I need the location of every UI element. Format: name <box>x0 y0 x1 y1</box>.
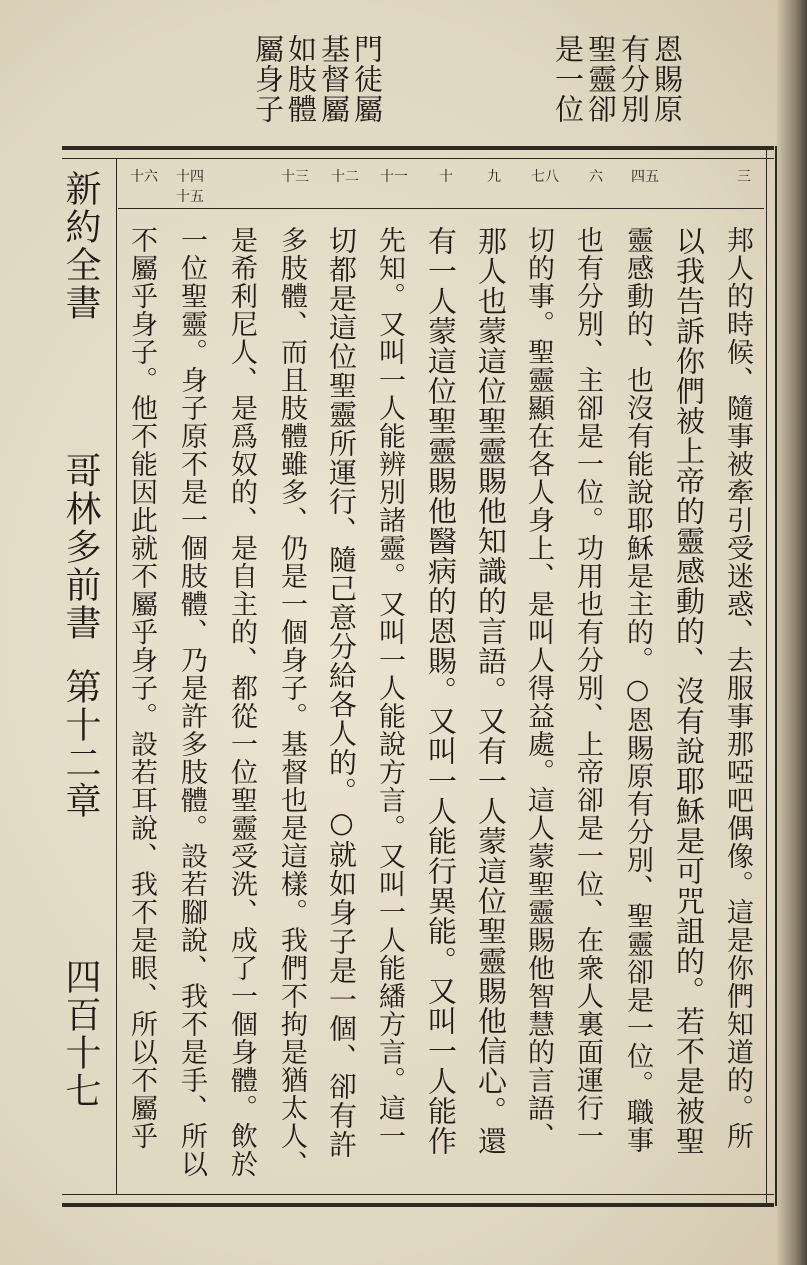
text-column: 先知。又叫一人能辨別諸靈。又叫一人能說方言。又叫一人能繙方言。這一 <box>374 226 405 1150</box>
text-column: 也有分別、主卻是一位。功用也有分別、上帝卻是一位、在衆人裏面運行一 <box>572 226 603 1150</box>
book-title: 新約全書 <box>60 170 101 322</box>
header-column: 是一位 <box>551 34 585 124</box>
book-spine-shadow <box>777 0 807 1265</box>
text-column: 一位聖靈。身子原不是一個肢體、乃是許多肢體。設若腳說、我不是手、所以 <box>176 226 207 1178</box>
text-column: 以我告訴你們被上帝的靈感動的、沒有說耶穌是可咒詛的。若不是被聖 <box>672 226 706 1156</box>
header-column: 屬身子 <box>251 34 285 124</box>
verse-number: 七八 <box>531 169 559 185</box>
header-column: 如肢體 <box>284 34 318 124</box>
text-column: 有一人蒙這位聖靈賜他醫病的恩賜。又叫一人能行異能。又叫一人能作 <box>424 226 458 1156</box>
text-column: 邦人的時候、隨事被牽引受迷惑、去服事那啞吧偶像。這是你們知道的。所 <box>722 226 753 1150</box>
chapter-label: 第十二章 <box>60 668 101 820</box>
frame-top-rule <box>62 146 774 159</box>
verse-number: 十 <box>439 169 453 185</box>
header-column: 聖靈卻 <box>584 34 618 124</box>
text-column: 是希利尼人、是爲奴的、是自主的、都從一位聖靈受洗、成了一個身體。飲於 <box>226 226 257 1178</box>
header-column: 有分別 <box>617 34 651 124</box>
verse-number: 十六 <box>130 169 158 185</box>
text-column: 那人也蒙這位聖靈賜他知識的言語。又有一人蒙這位聖靈賜他信心。還 <box>474 226 508 1156</box>
text-column: 多肢體、而且肢體雖多、仍是一個身子。基督也是這樣。我們不拘是猶太人、 <box>276 226 307 1178</box>
verse-number: 十二 <box>331 169 359 185</box>
header-column: 恩賜原 <box>650 34 684 124</box>
frame-left-rule <box>116 158 117 1194</box>
verse-number: 九 <box>487 169 501 185</box>
frame-bottom-rule <box>62 1194 774 1207</box>
verse-number: 四五 <box>631 169 659 185</box>
text-column: 切都是這位聖靈所運行、隨己意分給各人的。○就如身子是一個、卻有許 <box>325 226 358 1159</box>
verse-number: 六 <box>589 169 603 185</box>
text-column: 靈感動的、也沒有能說耶穌是主的。○恩賜原有分別、聖靈卻是一位。職事 <box>622 226 653 1154</box>
verse-number-rule <box>118 208 764 209</box>
text-column: 切的事。聖靈顯在各人身上、是叫人得益處。這人蒙聖靈賜他智慧的言語、 <box>523 226 554 1150</box>
verse-number: 十四十五 <box>176 169 204 205</box>
verse-number: 十三 <box>281 169 309 185</box>
verse-number: 三 <box>737 169 751 185</box>
verse-number: 十一 <box>380 169 408 185</box>
epistle-title: 哥林多前書 <box>60 452 101 642</box>
page-number: 四百十七 <box>60 958 101 1110</box>
header-column: 基督屬 <box>317 34 351 124</box>
header-column: 門徒屬 <box>350 34 384 124</box>
text-column: 不屬乎身子。他不能因此就不屬乎身子。設若耳說、我不是眼、所以不屬乎 <box>126 226 157 1150</box>
